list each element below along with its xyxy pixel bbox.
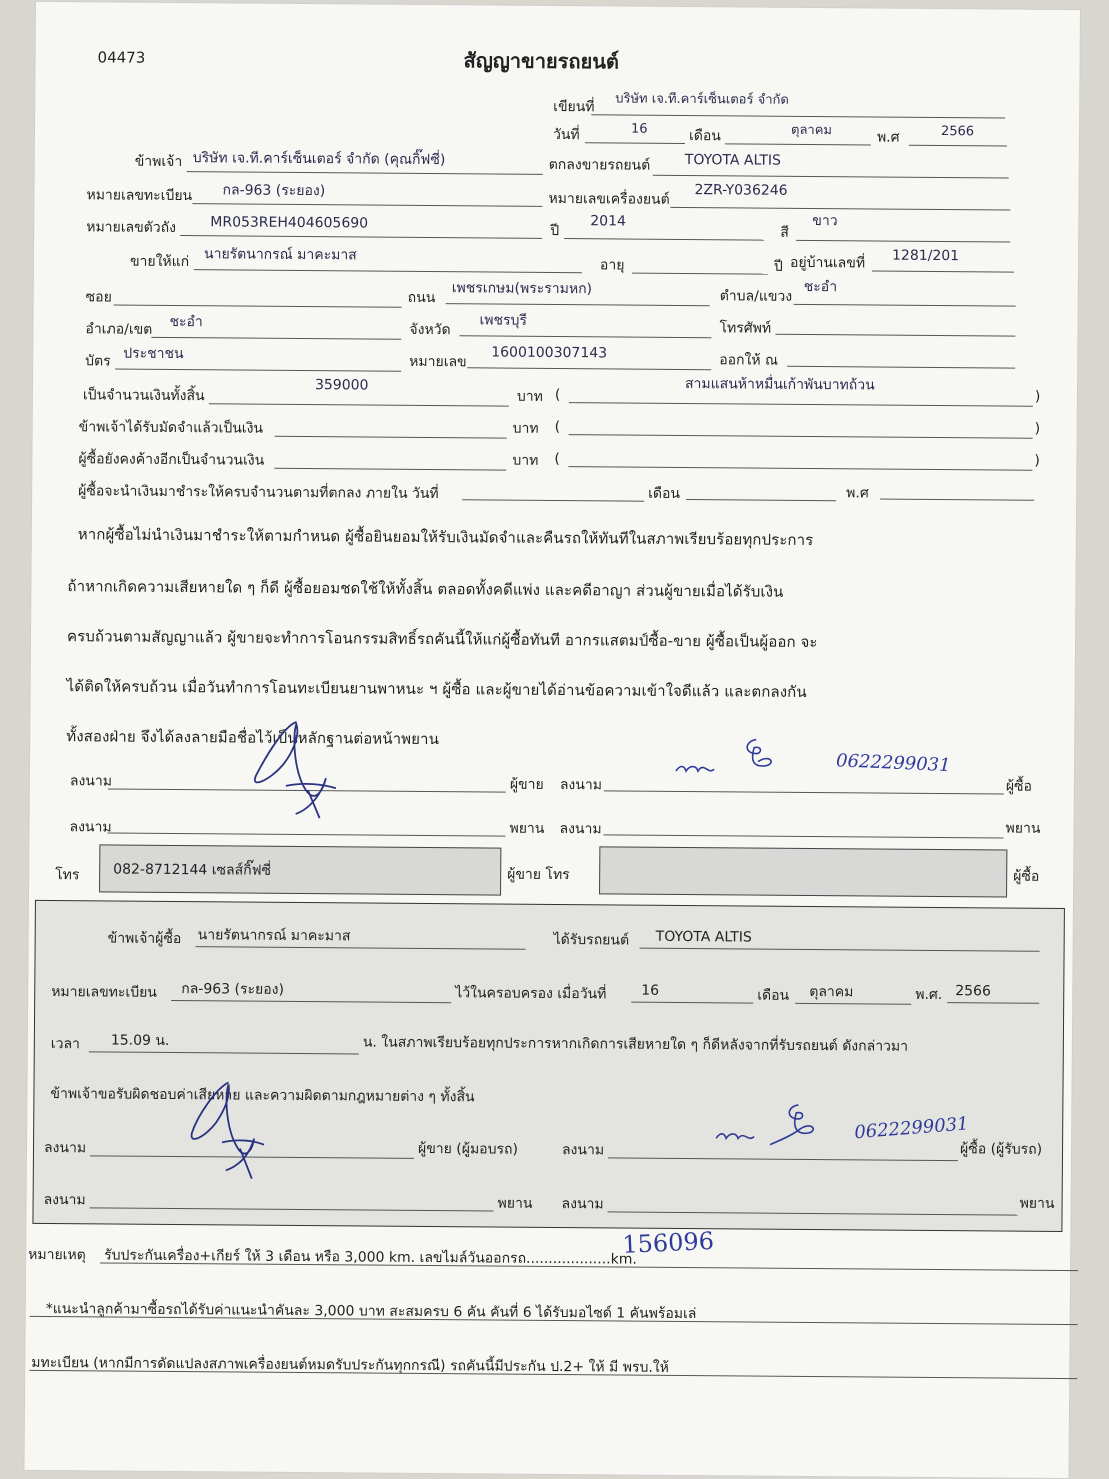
plate-label: หมายเลขทะเบียน [86,187,193,205]
buyer-signature [670,731,790,792]
year-label: พ.ศ [876,129,900,146]
house-no-line [872,270,1014,272]
card-no-value: 1600100307143 [491,344,608,362]
card-label: บัตร [85,353,111,370]
card-no-label: หมายเลข [409,353,467,371]
receipt-received-label: ได้รับรถยนต์ [553,931,630,949]
issued-by-label: ออกให้ ณ [719,352,779,369]
day-value: 16 [630,121,648,137]
remain-baht-label: บาท [512,452,539,469]
receipt-buyer-line [196,946,526,950]
deposit-paren-open: ( [554,418,561,436]
receipt-year-value: 2566 [955,983,991,1000]
receipt-month-label: เดือน [757,987,790,1004]
pay-year-label: พ.ศ [846,485,869,502]
engine-line [670,207,1010,211]
seller-sign-label: ลงนาม [69,773,113,790]
note-line-2: *แนะนำลูกค้ามาซื้อรถได้รับค่าแนะนำคันละ 3,000 บาท สะสมครบ 6 คัน คันที่ 6 ได้รับมอไซด์ 1 คันพร้อมเล่ [45,1301,697,1323]
province-line [459,335,711,338]
total-value: 359000 [314,377,369,394]
agree-sell-label: ตกลงขายรถยนต์ [548,156,651,174]
province-value: เพชรบุรี [479,312,528,329]
sell-to-value: นายรัตนากรณ์ มาคะมาส [203,246,357,264]
chassis-line [180,235,542,239]
buyer-handwritten-phone: 0622299031 [835,750,951,777]
receipt-handwritten-phone: 0622299031 [853,1113,970,1144]
receipt-witness1-sign-line [90,1207,494,1211]
color-label: สี [780,224,789,241]
document-number: 04473 [97,48,146,67]
written-at-line [591,114,1005,118]
total-label: เป็นจำนวนเงินทั้งสิ้น [82,387,205,405]
receipt-day-line [631,1002,753,1004]
written-at-label: เขียนที่ [553,98,595,116]
card-value: ประชาชน [123,345,184,363]
terms-line-1: หากผู้ซื้อไม่นำเงินมาชำระให้ตามกำหนด ผู้ซื้อยินยอมให้รับเงินมัดจำและคืนรถให้ทันทีในสภาพเรียบร้อยทุกประการ [77,525,814,550]
car-year-label: ปี [550,222,560,240]
i-value: บริษัท เจ.ที.คาร์เซ็นเตอร์ จำกัด (คุณกิ๊ฟซี่) [192,150,446,169]
terms-line-3: ครบถ้วนตามสัญญาแล้ว ผู้ขายจะทำการโอนกรรมสิทธิ์รถคันนี้ให้แก่ผู้ซื้อทันที อากรแสตมป์ซื้อ-ขาย ผู้ซื้อเป็นผู้ออก จะ [66,627,818,652]
subdistrict-label: ตำบล/แขวง [719,288,793,305]
color-value: ขาว [812,213,838,230]
deposit-words-line [569,434,1033,439]
receipt-year-line [947,1002,1039,1004]
card-no-line [467,367,711,370]
engine-label: หมายเลขเครื่องยนต์ [548,190,670,208]
receipt-month-value: ตุลาคม [809,984,854,1001]
issued-by-line [787,366,1015,369]
i-label: ข้าพเจ้า [134,153,183,171]
receipt-witness2-label: พยาน [1019,1195,1055,1212]
receipt-time-label: เวลา [50,1036,80,1053]
total-paren-open: ( [554,386,561,404]
receipt-plate-value: กล-963 (ระยอง) [181,981,285,998]
province-label: จังหวัด [409,321,451,339]
note-text: รับประกันเครื่อง+เกียร์ ให้ 3 เดือน หรือ 3,000 km. เลขไมล์วันออกรถ...................km. [104,1247,637,1268]
note-line-3: มทะเบียน (หากมีการดัดแปลงสภาพเครื่องยนต์หมดรับประกันทุกกรณี) รถคันนี้มีประกัน ป.2+ ให้ มี พรบ.ให้ [31,1354,669,1376]
chassis-value: MR053REH404605690 [210,214,369,232]
day-line [585,142,685,144]
year-value: 2566 [940,124,975,140]
card-line [115,369,401,372]
phone-label: โทรศัพท์ [719,320,772,337]
terms-line-4: ได้ติดให้ครบถ้วน เมื่อวันทำการโอนทะเบียนยานพาหนะ ฯ ผู้ซื้อ และผู้ขายได้อ่านข้อความเข้าใจดีแล้ว และตกลงกัน [66,677,807,701]
mileage-handwritten: 156096 [621,1226,715,1259]
color-line [796,240,1010,243]
seller-sign-line [108,788,506,792]
district-label: อำเภอ/เขต [85,321,153,338]
contract-paper [24,2,1079,1478]
car-year-line [564,238,764,241]
plate-value: กล-963 (ระยอง) [222,182,326,200]
receipt-seller-sign-line [90,1155,414,1159]
sell-to-line [194,269,582,273]
receipt-witness1-sign-label: ลงนาม [43,1191,86,1209]
remain-label: ผู้ซื้อยังคงค้างอีกเป็นจำนวนเงิน [78,451,265,469]
phone-row-label: โทร [55,867,80,884]
witness2-label: พยาน [1005,820,1041,837]
receipt-plate-label: หมายเลขทะเบียน [51,984,157,1001]
receipt-plate-line [171,1000,451,1003]
pay-within-label: ผู้ซื้อจะนำเงินมาชำระให้ครบจำนวนตามที่ตกลง ภายใน วันที่ [78,483,439,503]
car-year-value: 2014 [590,213,627,230]
house-no-label: อยู่บ้านเลขที่ [789,254,866,272]
total-words: สามแสนห้าหมื่นเก้าพันบาทถ้วน [684,376,875,394]
receipt-time-value: 15.09 น. [110,1032,170,1049]
month-label: เดือน [688,128,721,145]
soi-line [114,305,402,308]
pay-month-line [686,499,836,501]
house-no-value: 1281/201 [891,247,960,265]
road-value: เพชรเกษม(พระรามหก) [451,280,593,298]
district-value: ชะอำ [169,313,203,331]
chassis-label: หมายเลขตัวถัง [86,219,177,237]
witness2-sign-line [603,834,1003,838]
witness1-sign-line [107,832,505,836]
pay-year-line [880,499,1034,501]
receipt-seller-sign-label: ลงนาม [43,1139,87,1157]
month-line [725,143,871,145]
deposit-label: ข้าพเจ้าได้รับมัดจำแล้วเป็นเงิน [78,419,264,437]
receipt-buyer-receiver-label: ผู้ซื้อ (ผู้รับรถ) [959,1141,1043,1158]
deposit-baht-label: บาท [512,420,539,437]
buyer-sign-line [604,790,1004,794]
receipt-year-label: พ.ศ. [915,986,943,1004]
receipt-time-suffix: น. ในสภาพเรียบร้อยทุกประการหากเกิดการเสียหายใด ๆ ก็ดีหลังจากที่รับรถยนต์ ดังกล่าวมา [362,1034,909,1055]
receipt-witness2-sign-label: ลงนาม [561,1196,604,1213]
buyer-phone-box [599,846,1007,897]
receipt-month-line [795,1003,911,1005]
date-label: วันที่ [552,126,580,144]
agree-sell-line [653,175,1009,179]
receipt-possession-label: ไว้ในครอบครอง เมื่อวันที่ [455,985,607,1003]
plate-line [192,203,542,207]
seller-label: ผู้ขาย [509,776,544,793]
receipt-buyer-name: นายรัตนากรณ์ มาคะมาส [197,927,351,945]
witness1-sign-label: ลงนาม [69,819,112,836]
i-line [187,171,543,175]
road-line [446,303,710,306]
receipt-buyer-sign-line [608,1157,958,1161]
remain-line [274,468,506,471]
pay-day-line [462,499,644,501]
age-line [632,273,768,275]
year-line [909,145,1007,147]
road-label: ถนน [407,289,436,307]
soi-label: ซอย [85,289,112,306]
seller-phone-value: 082-8712144 เซลส์กิ๊ฟซี่ [113,861,272,879]
pay-month-label: เดือน [648,485,681,502]
receipt-buyer-signature [714,1096,824,1157]
receipt-buyer-sign-label: ลงนาม [561,1142,605,1159]
terms-line-2: ถ้าหากเกิดความเสียหายใด ๆ ก็ดี ผู้ซื้อยอมชดใช้ให้ทั้งสิ้น ตลอดทั้งคดีแพ่ง และคดีอาญา ส่วนผู้ขายเมื่อได้รับเงิน [67,577,784,601]
buyer-phone-label: ผู้ซื้อ [1013,868,1040,885]
total-paren-close: ) [1034,388,1041,405]
witness1-label: พยาน [509,820,545,837]
witness2-sign-label: ลงนาม [559,821,602,838]
receipt-day-value: 16 [641,982,660,999]
agree-sell-value: TOYOTA ALTIS [684,152,781,169]
receipt-time-line [89,1051,359,1054]
age-label: อายุ [599,257,625,274]
buyer-sign-label: ลงนาม [559,777,603,794]
receipt-buyer-prefix: ข้าพเจ้าผู้ซื้อ [107,930,182,948]
receipt-received-value: TOYOTA ALTIS [655,928,752,946]
total-baht-label: บาท [516,388,543,405]
remain-paren-close: ) [1034,452,1040,469]
vehicle-receipt-section [32,900,1065,1232]
deposit-line [275,436,507,439]
receipt-responsibility: ข้าพเจ้าขอรับผิดชอบค่าเสียหาย และความผิดตามกฎหมายต่าง ๆ ทั้งสิ้น [50,1086,475,1106]
month-value: ตุลาคม [790,122,833,139]
phone-line [775,334,1015,337]
remain-words-line [568,466,1032,471]
age-unit: ปี [773,258,783,275]
district-line [151,337,401,340]
sell-to-label: ขายให้แก่ [129,253,190,271]
receipt-witness2-sign-line [608,1211,1018,1215]
subdistrict-line [794,304,1016,307]
engine-value: 2ZR-Y036246 [694,182,788,199]
buyer-label: ผู้ซื้อ [1005,778,1033,795]
terms-line-5: ทั้งสองฝ่าย จึงได้ลงลายมือชื่อไว้เป็นหลักฐานต่อหน้าพยาน [66,727,440,749]
document-title: สัญญาขายรถยนต์ [463,48,620,74]
seller-phone-label: ผู้ขาย โทร [507,866,570,884]
remain-paren-open: ( [554,450,560,468]
total-words-line [569,402,1033,407]
note-label: หมายเหตุ [28,1246,86,1264]
receipt-witness1-label: พยาน [497,1195,533,1212]
total-line [209,403,509,406]
subdistrict-value: ชะอำ [803,278,838,296]
written-at-value: บริษัท เจ.ที.คาร์เซ็นเตอร์ จำกัด [615,91,789,108]
receipt-received-line [640,948,1040,952]
deposit-paren-close: ) [1034,420,1041,437]
receipt-seller-giver-label: ผู้ขาย (ผู้มอบรถ) [417,1140,519,1158]
